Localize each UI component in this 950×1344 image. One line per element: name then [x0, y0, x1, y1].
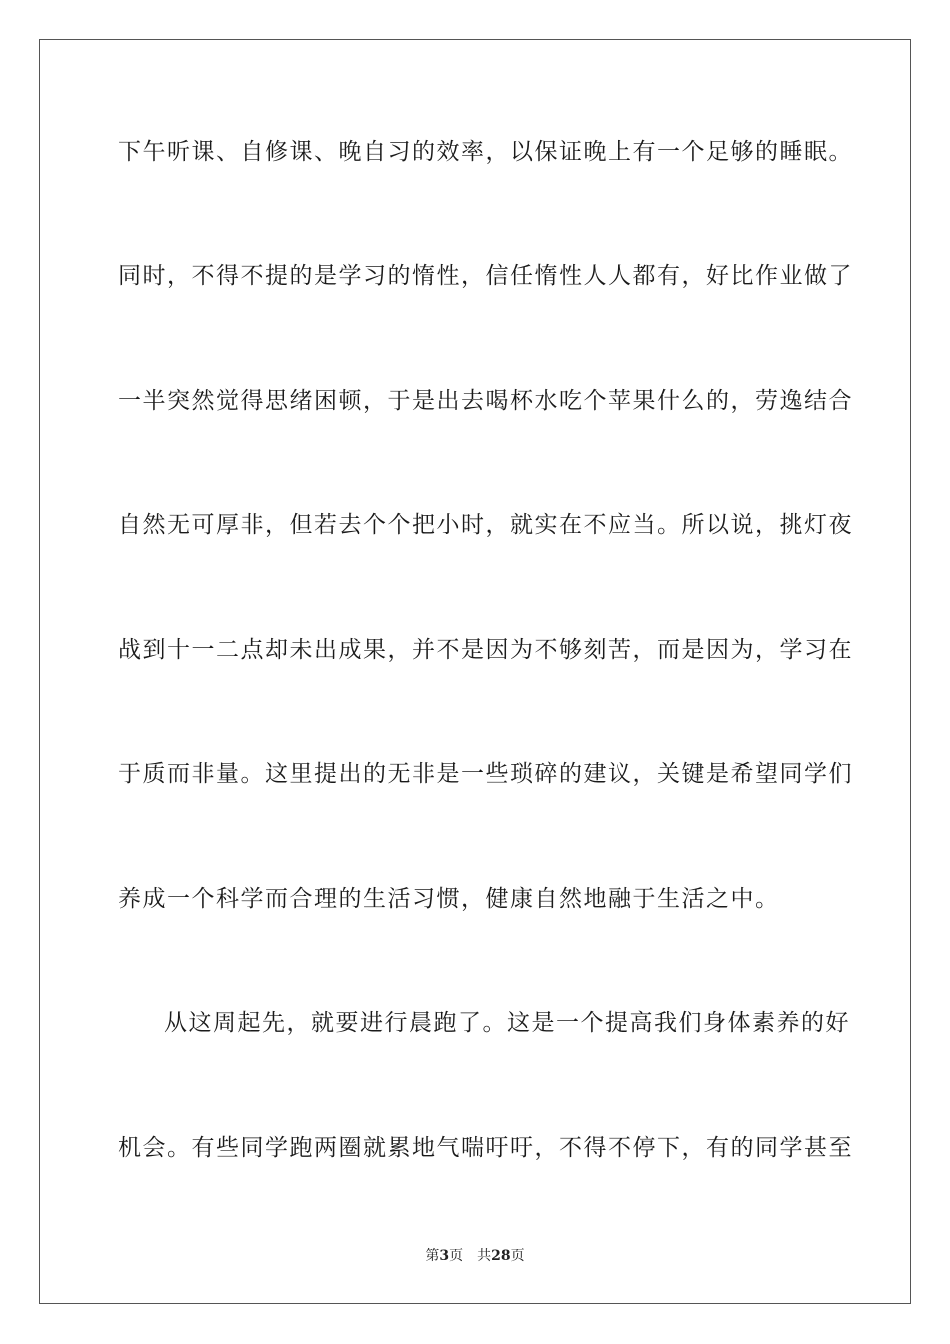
footer-page-suffix: 页	[449, 1248, 464, 1264]
page-frame	[39, 39, 911, 1304]
body-line-1: 下午听课、自修课、晚自习的效率，以保证晚上有一个足够的睡眠。	[118, 139, 853, 165]
body-line-2: 同时，不得不提的是学习的惰性，信任惰性人人都有，好比作业做了	[118, 263, 853, 289]
body-line-7: 养成一个科学而合理的生活习惯，健康自然地融于生活之中。	[118, 886, 780, 912]
body-line-8-paragraph-start: 从这周起先，就要进行晨跑了。这是一个提高我们身体素养的好	[164, 1010, 850, 1036]
body-line-3: 一半突然觉得思绪困顿，于是出去喝杯水吃个苹果什么的，劳逸结合	[118, 388, 853, 414]
body-line-5: 战到十一二点却未出成果，并不是因为不够刻苦，而是因为，学习在	[118, 637, 853, 663]
footer-page-prefix: 第	[425, 1248, 440, 1264]
footer-total-prefix: 共	[477, 1248, 492, 1264]
footer-total-pages: 28	[491, 1248, 511, 1264]
footer-page-number: 3	[439, 1248, 450, 1264]
page-footer	[0, 1247, 950, 1265]
footer-total-suffix: 页	[510, 1248, 525, 1264]
body-line-9: 机会。有些同学跑两圈就累地气喘吁吁，不得不停下，有的同学甚至	[118, 1135, 853, 1161]
body-line-6: 于质而非量。这里提出的无非是一些琐碎的建议，关键是希望同学们	[118, 761, 853, 787]
body-line-4: 自然无可厚非，但若去个个把小时，就实在不应当。所以说，挑灯夜	[118, 512, 853, 538]
